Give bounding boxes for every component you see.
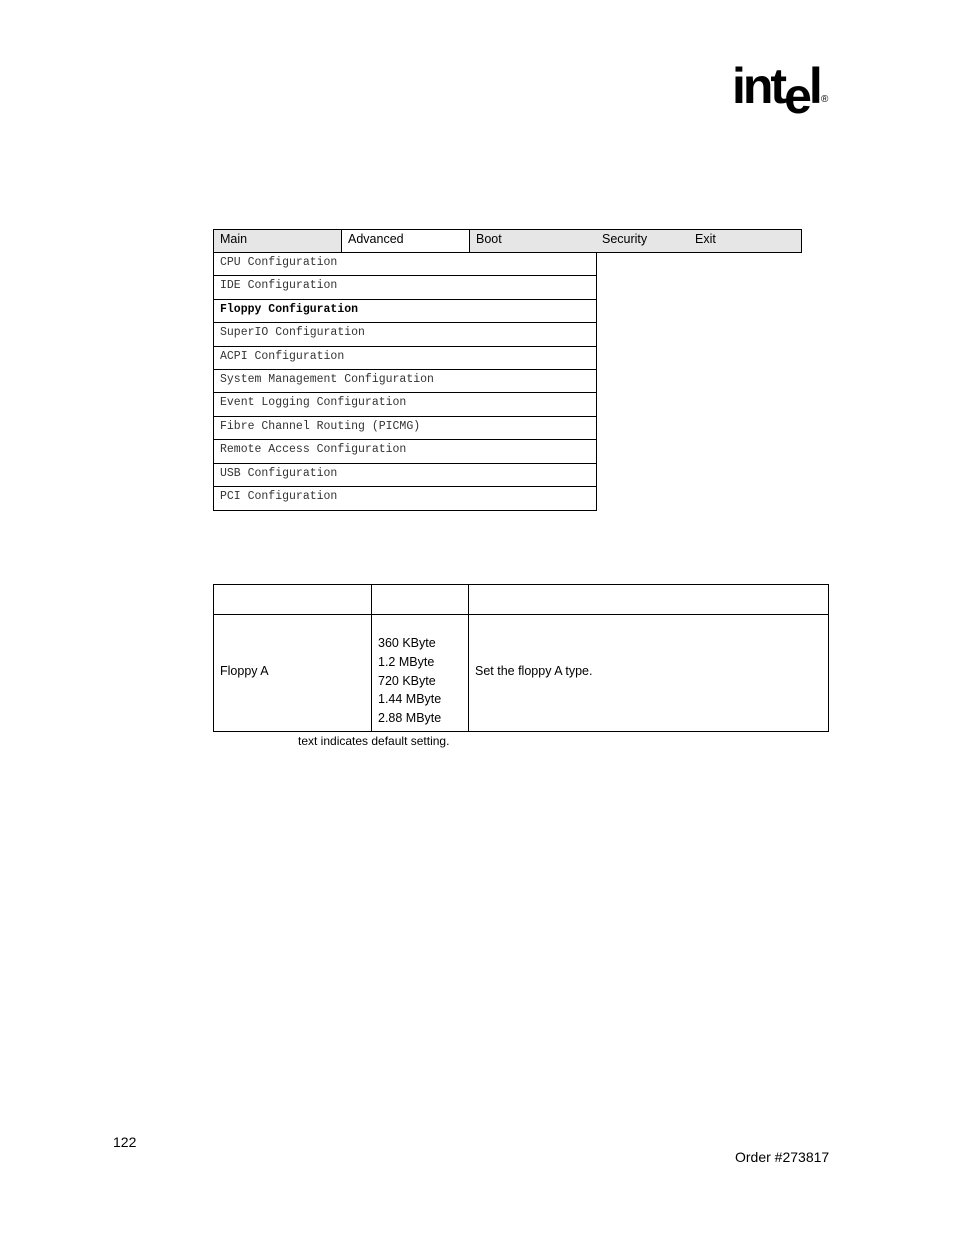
tab-security[interactable]: Security bbox=[602, 232, 648, 246]
menu-item-acpi-configuration[interactable]: ACPI Configuration bbox=[214, 347, 596, 370]
registered-mark: ® bbox=[821, 94, 829, 105]
advanced-menu bbox=[213, 253, 597, 511]
option-value: 2.88 MByte bbox=[378, 711, 442, 726]
tab-boot[interactable]: Boot bbox=[476, 232, 502, 246]
floppy-configuration-table bbox=[213, 584, 829, 732]
menu-item-floppy-configuration[interactable]: Floppy Configuration bbox=[214, 300, 596, 323]
option-value: 1.2 MByte bbox=[378, 654, 435, 669]
table-header-row bbox=[214, 585, 828, 615]
menu-item-fibre-channel-routing[interactable]: Fibre Channel Routing (PICMG) bbox=[214, 417, 596, 440]
page-number: 122 bbox=[113, 1134, 137, 1150]
menu-item-system-management-configuration[interactable]: System Management Configuration bbox=[214, 370, 596, 393]
option-value: 720 KByte bbox=[378, 673, 436, 688]
menu-item-ide-configuration[interactable]: IDE Configuration bbox=[214, 276, 596, 299]
tab-main[interactable]: Main bbox=[214, 230, 342, 252]
logo-part-l: l bbox=[808, 58, 820, 114]
bios-menu-bar bbox=[213, 229, 802, 253]
setting-description: Set the floppy A type. bbox=[475, 664, 593, 678]
intel-logo-text bbox=[732, 58, 820, 124]
column-divider bbox=[371, 585, 372, 731]
option-value: 1.44 MByte bbox=[378, 692, 442, 707]
menu-item-usb-configuration[interactable]: USB Configuration bbox=[214, 464, 596, 487]
logo-part-int: int bbox=[732, 58, 785, 114]
menu-item-cpu-configuration[interactable]: CPU Configuration bbox=[214, 253, 596, 276]
tab-exit[interactable]: Exit bbox=[695, 232, 716, 246]
table-footnote: text indicates default setting. bbox=[298, 734, 450, 748]
order-number: Order #273817 bbox=[735, 1149, 830, 1165]
menu-item-remote-access-configuration[interactable]: Remote Access Configuration bbox=[214, 440, 596, 463]
menu-item-pci-configuration[interactable]: PCI Configuration bbox=[220, 489, 338, 503]
column-divider bbox=[468, 585, 469, 731]
menu-item-superio-configuration[interactable]: SuperIO Configuration bbox=[214, 323, 596, 346]
intel-logo bbox=[732, 58, 842, 124]
setting-name: Floppy A bbox=[220, 664, 269, 678]
setting-options bbox=[378, 634, 441, 728]
menu-item-event-logging-configuration[interactable]: Event Logging Configuration bbox=[214, 393, 596, 416]
option-value: 360 KByte bbox=[378, 636, 436, 650]
logo-part-e: e bbox=[784, 68, 809, 124]
tab-advanced[interactable]: Advanced bbox=[342, 230, 470, 252]
